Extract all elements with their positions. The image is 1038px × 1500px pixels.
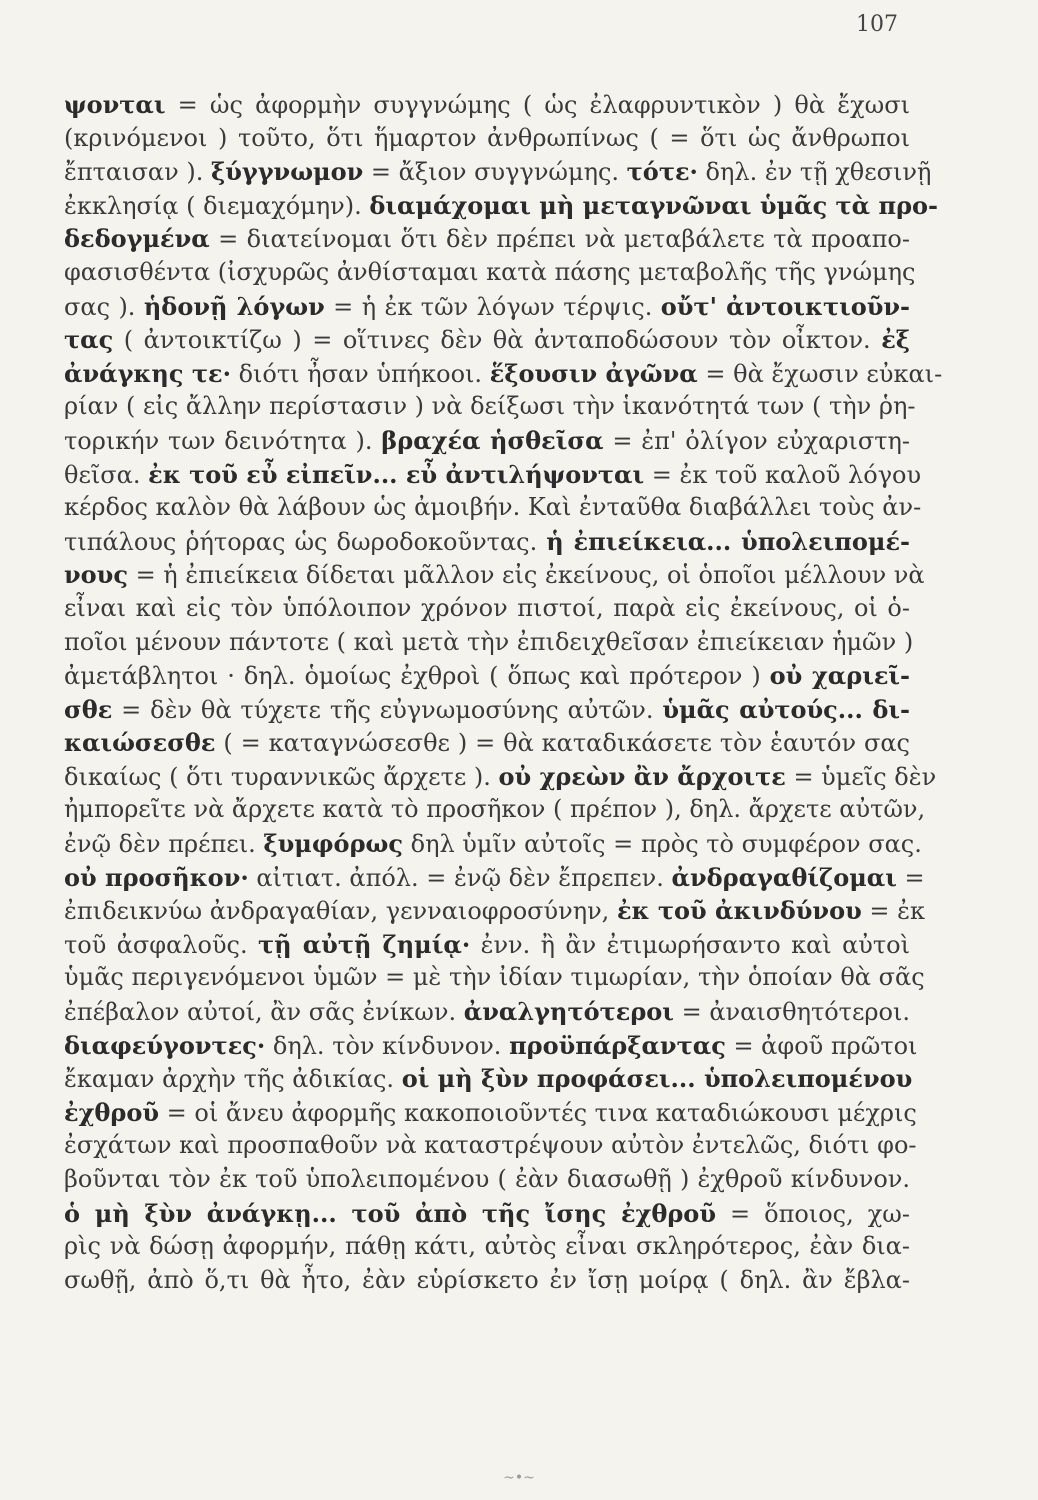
text-line [64,592,910,626]
gloss-text: δηλ ὑμῖν αὐτοῖς = πρὸς τὸ συμφέρον σας. [403,830,922,859]
gloss-text: ὑμᾶς περιγενόμενοι ὑμῶν = μὲ τὴν ἰδίαν τιμωρίαν, τὴν ὁποίαν θὰ σᾶς [64,963,925,992]
gloss-text: = δὲν θὰ τύχετε τῆς εὐγνωμοσύνης αὐτῶν. [112,695,663,724]
lemma-term: ἕξουσιν ἀγῶνα [489,358,698,388]
text-line [64,290,910,324]
page-number: 107 [856,12,898,37]
gloss-text: εἶναι καὶ εἰς τὸν ὑπόλοιπον χρόνον πιστοί, παρὰ εἰς ἐκείνους, οἱ ὁ- [64,593,910,622]
gloss-text: ρίαν ( εἰς ἄλλην περίστασιν ) νὰ δείξωσι τὴν ἱκανότητά των ( τὴν ῥη- [64,392,916,421]
text-line [64,1029,918,1063]
gloss-text: = ἐκ τοῦ καλοῦ λόγου [644,460,922,489]
text-line [64,760,937,794]
gloss-text: ἀμετάβλητοι · δηλ. ὁμοίως ἐχθροὶ ( ὅπως καὶ πρότερον ) [64,662,770,691]
lemma-term: διαφεύγοντες· [64,1030,266,1060]
gloss-text: δηλ. ἐν τῇ χθεσινῇ [697,158,932,187]
lemma-term: ἐκ τοῦ εὖ εἰπεῖν... εὖ ἀντιλήψονται [148,459,645,489]
text-line [64,861,925,895]
gloss-text: = ἀναισθητότεροι. [673,998,910,1027]
gloss-text: ( ἀντοικτίζω ) = οἵτινες δὲν θὰ ἀνταποδώσουν τὸν οἶκτον. [113,326,882,355]
lemma-term: οὐ χρεὼν ἂν ἄρχοιτε [498,761,786,791]
text-line [64,961,925,995]
lemma-term: τῇ αὐτῇ ζημίᾳ· [258,929,471,959]
gloss-text: ρὶς νὰ δώσῃ ἀφορμήν, πάθῃ κάτι, αὐτὸς εἶναι σκληρότερος, ἐὰν δια- [64,1232,910,1261]
gloss-text: = ἐκ [861,897,925,926]
gloss-text: τιπάλους ῥήτορας ὡς δωροδοκοῦντας. [64,527,547,556]
text-line [64,1062,913,1096]
lemma-term: ὁ μὴ ξὺν ἀνάγκῃ... τοῦ ἀπὸ τῆς ἴσης ἐχθροῦ [64,1198,716,1228]
text-line [64,88,910,122]
gloss-text: σωθῇ, ἀπὸ ὅ,τι θὰ ἦτο, ἐὰν εὑρίσκετο ἐν ἴσῃ μοίρᾳ ( δηλ. ἂν ἔβλα- [64,1265,910,1294]
gloss-text: φασισθέντα (ἰσχυρῶς ἀνθίσταμαι κατὰ πάσης μεταβολῆς τῆς γνώμης [64,257,916,286]
lemma-term: ξυμφόρως [263,829,403,859]
lemma-term: καιώσεσθε [64,728,216,758]
lemma-term: ψονται [64,90,166,119]
text-line [64,659,910,693]
gloss-text: = ἡ ἐπιείκεια δίδεται μᾶλλον εἰς ἐκείνους, οἱ ὁποῖοι μέλλουν νὰ [127,561,925,590]
gloss-text: = ἐπ' ὀλίγον εὐχαριστη- [603,426,910,455]
lemma-term: ἀνδραγαθίζομαι [671,862,897,892]
gloss-text: κέρδος καλὸν θὰ λάβουν ὡς ἀμοιβήν. Καὶ ἐνταῦθα διαβάλλει τοὺς ἀν- [64,493,922,522]
text-line [64,1264,910,1298]
gloss-text: = ἡ ἐκ τῶν λόγων τέρψις. [324,292,661,321]
gloss-text: ἐνῷ δὲν πρέπει. [64,830,264,859]
lemma-term: ἐξ [881,325,910,355]
gloss-text: = [896,863,925,892]
gloss-text: ἐσχάτων καὶ προσπαθοῦν νὰ καταστρέψουν αὐτὸν ἐντελῶς, διότι φο- [64,1131,917,1160]
gloss-text: (κρινόμενοι ) τοῦτο, ὅτι ἥμαρτον ἀνθρωπίνως ( = ὅτι ὡς ἄνθρωποι [64,123,910,152]
gloss-text: = θὰ ἔχωσιν εὐκαι- [697,359,943,388]
gloss-text: = ὑμεῖς δὲν [785,762,937,791]
lemma-term: οὔτ' ἀντοικτιοῦν- [660,291,910,321]
gloss-text: = οἱ ἄνευ ἀφορμῆς κακοποιοῦντές τινα καταδιώκουσι μέχρις [159,1098,917,1127]
lemma-term: ἐκ τοῦ ἀκινδύνου [616,896,862,926]
text-line [64,1230,910,1264]
lemma-term: βραχέα ἡσθεῖσα [381,425,604,455]
text-line [64,626,914,660]
text-line [64,1096,917,1130]
lemma-term: οὐ χαριεῖ- [769,661,911,691]
gloss-text: ἐπιδεικνύω ἀνδραγαθίαν, γενναιοφροσύνην, [64,897,617,926]
lemma-term: τας [64,325,114,355]
gloss-text: διότι ἦσαν ὑπήκοοι. [230,359,490,388]
gloss-text: σας ). [64,292,144,321]
text-line [64,323,910,357]
text-line [64,928,910,962]
lemma-term: οὐ προσῆκον· [64,862,249,892]
text-line [64,424,910,458]
lemma-term: νους [64,560,128,590]
gloss-text: = ἄξιον συγγνώμης. [363,158,627,187]
lemma-term: ὑμᾶς αὐτούς... δι- [662,694,911,724]
text-line [64,222,910,256]
lemma-term: ἡ ἐπιείκεια... ὑπολειπομέ- [546,526,910,556]
lemma-term: ἀναλγητότεροι [463,997,674,1027]
gloss-text: ἐνν. ἢ ἂν ἐτιμωρήσαντο καὶ αὐτοὶ [470,930,911,959]
lemma-term: σθε [64,694,113,724]
gloss-text: δικαίως ( ὅτι τυραννικῶς ἄρχετε ). [64,762,499,791]
gloss-text: ποῖοι μένουν πάντοτε ( καὶ μετὰ τὴν ἐπιδειχθεῖσαν ἐπιείκειαν ἡμῶν ) [64,627,914,656]
text-line [64,1129,917,1163]
lemma-term: δεδογμένα [64,224,210,254]
text-line [64,726,910,760]
text-line [64,256,916,290]
gloss-text: τοῦ ἀσφαλοῦς. [64,930,258,959]
text-line [64,189,939,223]
lemma-term: οἱ μὴ ξὺν προφάσει... ὑπολειπομένου [401,1064,913,1094]
gloss-text: αἰτιατ. ἀπόλ. = ἐνῷ δὲν ἔπρεπεν. [248,863,672,892]
lemma-term: τότε· [626,157,698,187]
gloss-text: = διατείνομαι ὅτι δὲν πρέπει νὰ μεταβάλετε τὰ προαπο- [209,225,910,254]
text-line [64,525,910,559]
lemma-term: διαμάχομαι μὴ μεταγνῶναι ὑμᾶς τὰ προ- [369,190,939,220]
text-line [64,894,925,928]
gloss-text: ἐπέβαλον αὐτοί, ἂν σᾶς ἐνίκων. [64,998,464,1027]
text-line [64,558,925,592]
text-line [64,155,932,189]
text-line [64,491,922,525]
gloss-text: θεῖσα. [64,460,149,489]
text-line [64,458,922,492]
lemma-term: ξύγγνωμον [210,157,364,187]
gloss-text: ἠμπορεῖτε νὰ ἄρχετε κατὰ τὸ προσῆκον ( πρέπον ), δηλ. ἄρχετε αὐτῶν, [64,795,926,824]
text-line [64,1163,910,1197]
gloss-text: δηλ. τὸν κίνδυνον. [265,1031,510,1060]
text-line [64,827,922,861]
text-line [64,793,926,827]
gloss-text: = ὡς ἀφορμὴν συγγνώμης ( ὡς ἐλαφρυντικὸν ) θὰ ἔχωσι [165,91,910,119]
lemma-term: ἡδονῇ λόγων [143,291,325,321]
gloss-text: = ἀφοῦ πρῶτοι [725,1031,918,1060]
gloss-text: ἔπταισαν ). [64,158,211,187]
text-line [64,693,910,727]
text-line [64,995,910,1029]
gloss-text: ἐκκλησίᾳ ( διεμαχόμην). [64,191,370,220]
lemma-term: προϋπάρξαντας [509,1030,726,1060]
gloss-text: = ὅποιος, χω- [715,1199,910,1228]
text-line [64,357,943,391]
commentary-text [64,88,943,1297]
gloss-text: ( = καταγνώσεσθε ) = θὰ καταδικάσετε τὸν ἑαυτόν σας [215,729,910,758]
gloss-text: ἔκαμαν ἀρχὴν τῆς ἀδικίας. [64,1065,402,1094]
text-line [64,1197,910,1231]
lemma-term: ἀνάγκης τε· [64,358,231,388]
text-line [64,122,910,156]
gloss-text: τορικήν των δεινότητα ). [64,426,382,455]
text-line [64,390,916,424]
lemma-term: ἐχθροῦ [64,1097,160,1127]
gloss-text: βοῦνται τὸν ἐκ τοῦ ὑπολειπομένου ( ἐὰν διασωθῇ ) ἐχθροῦ κίνδυνον. [64,1165,910,1193]
page-ornament: ~•~ [503,1470,535,1486]
